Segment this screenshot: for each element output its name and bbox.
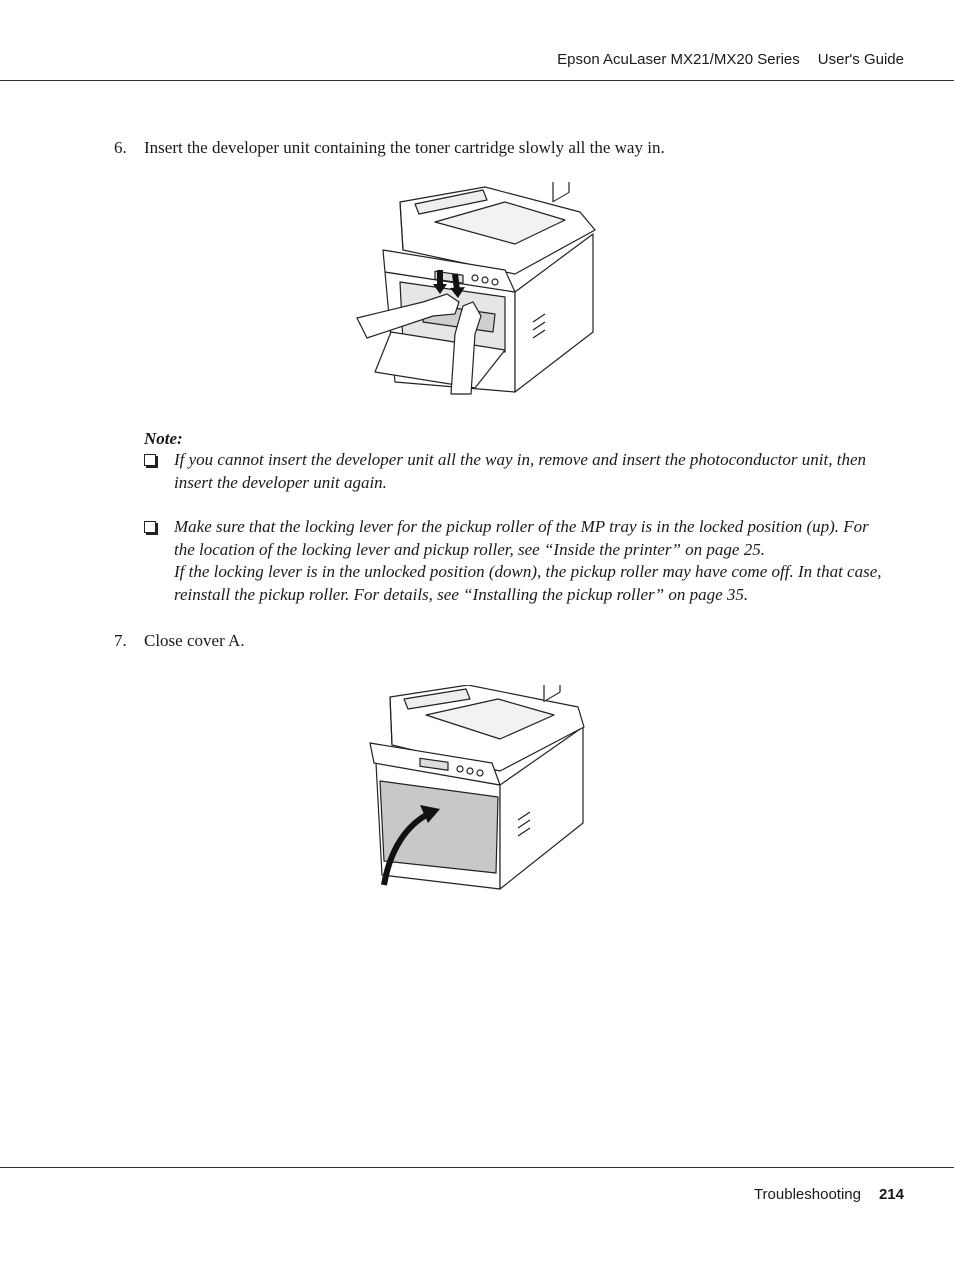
note-item-2-line-1: Make sure that the locking lever for the pickup roller of the MP tray is in the locked position (up). For the location of the locking lever and pickup roller, see “Inside the printer” on page 25. [174, 517, 869, 559]
page-footer [754, 1186, 904, 1203]
note-item-2-line-2: If the locking lever is in the unlocked position (down), the pickup roller may have come off. In that case, reinstall the pickup roller. For details, see “Installing the pickup roller” on page 35. [174, 562, 882, 604]
step-7 [114, 631, 245, 651]
step-6-text: Insert the developer unit containing the toner cartridge slowly all the way in. [144, 138, 665, 157]
step-7-number: 7. [114, 631, 127, 650]
step-7-text: Close cover A. [144, 631, 245, 650]
page-number: 214 [878, 1186, 904, 1203]
footer-section: Troubleshooting [753, 1186, 861, 1203]
step-6 [114, 138, 665, 158]
checkbox-bullet-icon [144, 454, 156, 466]
printer-insert-illustration-icon [355, 182, 600, 395]
note-title: Note: [144, 429, 183, 448]
page-header [557, 51, 904, 68]
step-6-number: 6. [114, 138, 127, 157]
header-product: Epson AcuLaser MX21/MX20 Series [557, 51, 800, 68]
header-rule [0, 80, 954, 81]
note-list [144, 449, 884, 606]
footer-rule [0, 1167, 954, 1168]
header-guide: User's Guide [817, 51, 904, 68]
printer-close-cover-illustration-icon [368, 685, 588, 890]
note-item [144, 516, 884, 606]
note-item [144, 449, 884, 494]
note-item-1-text: If you cannot insert the developer unit all the way in, remove and insert the photoconductor unit, then insert the developer unit again. [174, 450, 866, 492]
note-block [144, 429, 884, 606]
checkbox-bullet-icon [144, 521, 156, 533]
